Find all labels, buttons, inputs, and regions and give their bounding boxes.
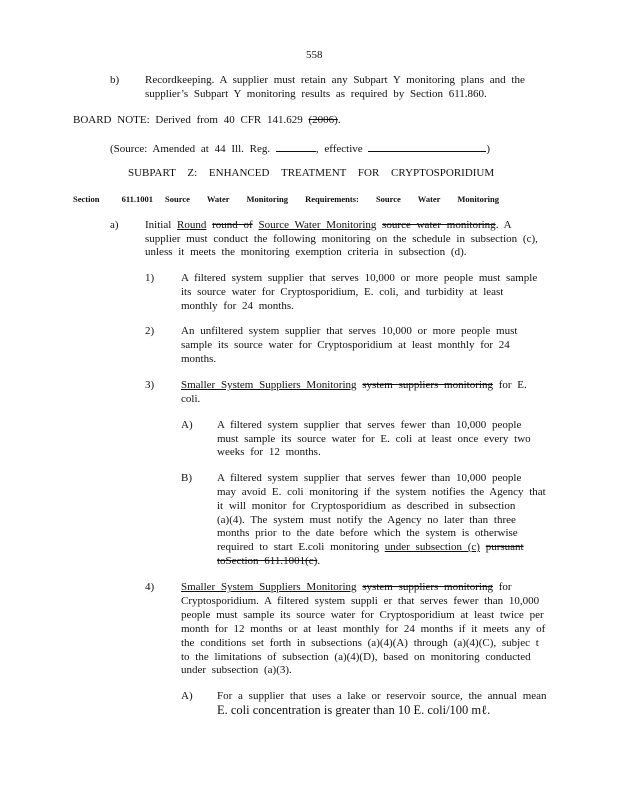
item-3B-label: B) [181, 472, 192, 484]
item-1-label: 1) [145, 272, 155, 284]
item-3B-inserted: under subsection (c) [384, 541, 480, 553]
item-4-line-1 [181, 581, 512, 594]
inserted-round: Round [177, 219, 207, 231]
item-4-line-6: to the limitations of subsection (a)(4)(D), based on monitoring conducted [181, 651, 531, 663]
item-3B-line-2: may avoid E. coli monitoring if the system notifies the Agency that [217, 486, 546, 498]
item-3A-line-2: must sample its source water for E. coli at least once every two [217, 433, 531, 445]
item-3A-line-1: A filtered system supplier that serves fewer than 10,000 people [217, 419, 522, 431]
item-a-initial: Initial [145, 219, 172, 231]
item-b-line-2: supplier’s Subpart Y monitoring results as required by Section 611.860. [145, 88, 487, 100]
item-4A-label: A) [181, 690, 193, 702]
item-3-inserted: Smaller System Suppliers Monitoring [181, 379, 357, 391]
item-4-line-7: under subsection (a)(3). [181, 664, 292, 676]
item-b-line-1: Recordkeeping. A supplier must retain any Subpart Y monitoring plans and the [145, 74, 525, 86]
reg-blank [276, 141, 316, 152]
source-note [110, 141, 490, 156]
board-note [73, 114, 341, 127]
deleted-round-of: round of [212, 219, 253, 231]
item-3-line-2: coli. [181, 393, 201, 405]
source-prefix: (Source: Amended at 44 Ill. Reg. [110, 143, 271, 155]
board-note-struck: (2006) [308, 114, 338, 126]
page-number: 558 [306, 49, 323, 61]
item-2-label: 2) [145, 325, 155, 337]
item-1-line-1: A filtered system supplier that serves 10,000 or more people must sample [181, 272, 538, 284]
item-2-line-1: An unfiltered system supplier that serves 10,000 or more people must [181, 325, 518, 337]
item-3B-end: . [317, 555, 321, 567]
item-3B-line-1: A filtered system supplier that serves fewer than 10,000 people [217, 472, 522, 484]
item-3B-line-4: (a)(4). The system must notify the Agency no later than three [217, 514, 516, 526]
item-4-line-5: the conditions set forth in subsections (a)(4)(A) through (a)(4)(C), subjec t [181, 637, 539, 649]
board-note-end: . [337, 114, 341, 126]
item-4A-line-1: For a supplier that uses a lake or reservoir source, the annual mean [217, 690, 547, 702]
item-4-inserted: Smaller System Suppliers Monitoring [181, 581, 357, 593]
item-3B-line-5: months prior to the date before which the system is otherwise [217, 527, 518, 539]
item-1-line-2: its source water for Cryptosporidium, E. coli, and turbidity at least [181, 286, 504, 298]
item-3B-line-6-text: required to start E.coli monitoring [217, 541, 379, 553]
item-3B-line-3: it will monitor for Cryptosporidium as described in subsection [217, 500, 516, 512]
section-number: Section 611.1001 [73, 194, 153, 204]
item-2-line-2: sample its source water for Cryptosporidium at least monthly for 24 [181, 339, 510, 351]
item-3A-label: A) [181, 419, 193, 431]
item-a-line-1-end: . A [495, 219, 512, 231]
item-4-label: 4) [145, 581, 155, 593]
item-3B-line-6 [217, 541, 524, 554]
source-suffix: ) [486, 143, 491, 155]
item-1-line-3: monthly for 24 months. [181, 300, 294, 312]
inserted-source-water-monitoring: Source Water Monitoring [258, 219, 377, 231]
board-note-text: BOARD NOTE: Derived from 40 CFR 141.629 [73, 114, 303, 126]
item-4-line-3: people must sample its source water for Cryptosporidium at least twice per [181, 609, 544, 621]
item-a-label: a) [110, 219, 119, 231]
item-3A-line-3: weeks for 12 months. [217, 446, 321, 458]
item-a-line-3: unless it meets the monitoring exemption criteria in subsection (d). [145, 246, 467, 258]
item-3B-line-7 [217, 555, 320, 568]
item-4A-line-2: E. coli concentration is greater than 10 E. coli/100 mℓ. [217, 703, 491, 717]
item-4-line-2: Cryptosporidium. A filtered system suppli er that serves fewer than 10,000 [181, 595, 540, 607]
item-4-deleted: system suppliers monitoring [362, 581, 493, 593]
item-3-end: for E. [498, 379, 527, 391]
deleted-source-water-monitoring: source water monitoring [382, 219, 496, 231]
item-3B-deleted-1: pursuant [485, 541, 524, 553]
item-2-line-3: months. [181, 353, 217, 365]
item-4-end: for [498, 581, 512, 593]
item-a-line-1 [145, 219, 512, 232]
section-title: Source Water Monitoring Requirements: Source Water Monitoring [165, 194, 499, 204]
item-3-line-1 [181, 379, 527, 392]
subpart-title: SUBPART Z: ENHANCED TREATMENT FOR CRYPTOSPORIDIUM [128, 167, 495, 179]
source-middle: , effective [315, 143, 363, 155]
item-3-label: 3) [145, 379, 155, 391]
date-blank [368, 141, 486, 152]
item-4-line-4: month for 12 months or at least monthly for 24 months if it meets any of [181, 623, 546, 635]
item-a-line-2: supplier must conduct the following monitoring on the schedule in subsection (c), [145, 233, 538, 245]
item-3-deleted: system suppliers monitoring [362, 379, 493, 391]
item-b-label: b) [110, 74, 120, 86]
item-3B-deleted-2: toSection 611.1001(c) [217, 555, 318, 567]
